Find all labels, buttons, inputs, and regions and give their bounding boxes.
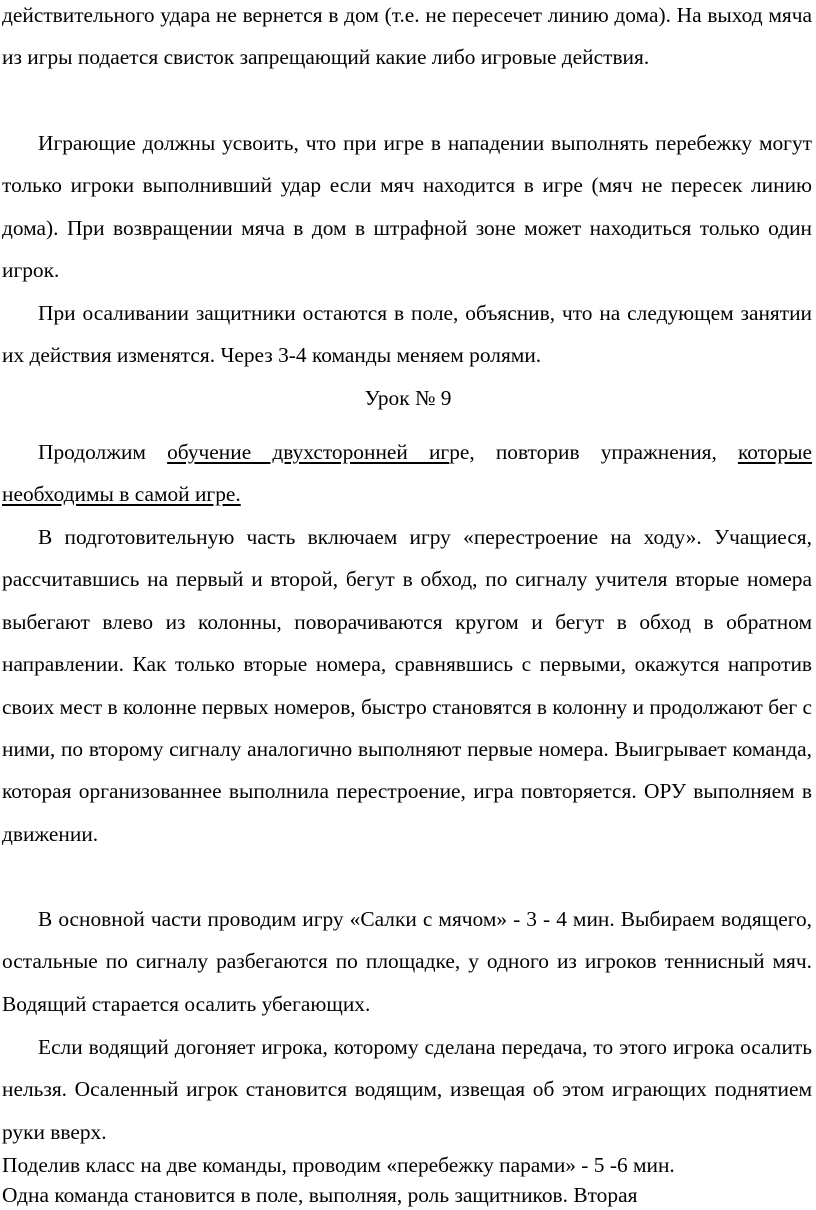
paragraph-4-underlined-b: которые необходимы в самой игре. <box>2 440 812 507</box>
tail-line-1: Поделив класс на две команды, проводим «перебежку парами» - 5 -6 мин. <box>2 1153 675 1177</box>
paragraph-6: В основной части проводим игру «Салки с мячом» - 3 - 4 мин. Выбираем водящего, остальные по сигналу разбегаются по площадке, у одного из игроков теннисный мяч. Водящий старается осалить убегающих. <box>2 907 812 1016</box>
paragraph-5: В подготовительную часть включаем игру «перестроение на ходу». Учащиеся, рассчитавшись на первый и второй, бегут в обход, по сигналу учителя вторые номера выбегают влево из колонны, поворачиваются кругом и бегут в обход в обратном направлении. Как только вторые номера, сравнявшись с первыми, окажутся напротив своих мест в колонне первых номеров, быстро становятся в колонну и продолжают бег с ними, по второму сигналу аналогично выполняют первые номера. Выигрывает команда, которая организованнее выполнила перестроение, игра повторяется. ОРУ выполняем в движении. <box>2 525 812 846</box>
paragraph-4 <box>0 431 816 516</box>
paragraph-4-text-a: Продолжим <box>38 440 168 464</box>
tail-line-2: Одна команда становится в поле, выполняя, роль защитников. Вторая <box>2 1183 638 1207</box>
paragraph-7: Если водящий догоняет игрока, которому сделана передача, то этого игрока осалить нельзя. Осаленный игрок становится водящим, извещая об этом играющих поднятием руки вверх. <box>2 1035 812 1144</box>
paragraph-1: действительного удара не вернется в дом (т.е. не пересечет линию дома). На выход мяча из игры подается свисток запрещающий какие либо игровые действия. <box>2 3 812 70</box>
paragraph-4-underlined-a: обучение двухсторонней иг <box>167 440 450 464</box>
paragraph-4-text-b: ре, повторив упражнения, <box>449 440 738 464</box>
paragraph-3: При осаливании защитники остаются в поле, объяснив, что на следующем занятии их действия изменятся. Через 3-4 команды меняем ролями. <box>2 301 812 368</box>
lesson-heading: Урок № 9 <box>364 386 452 410</box>
paragraph-2: Играющие должны усвоить, что при игре в нападении выполнять перебежку могут только игроки выполнивший удар если мяч находится в игре (мяч не пересек линию дома). При возвращении мяча в дом в штрафной зоне может находиться только один игрок. <box>2 131 812 283</box>
